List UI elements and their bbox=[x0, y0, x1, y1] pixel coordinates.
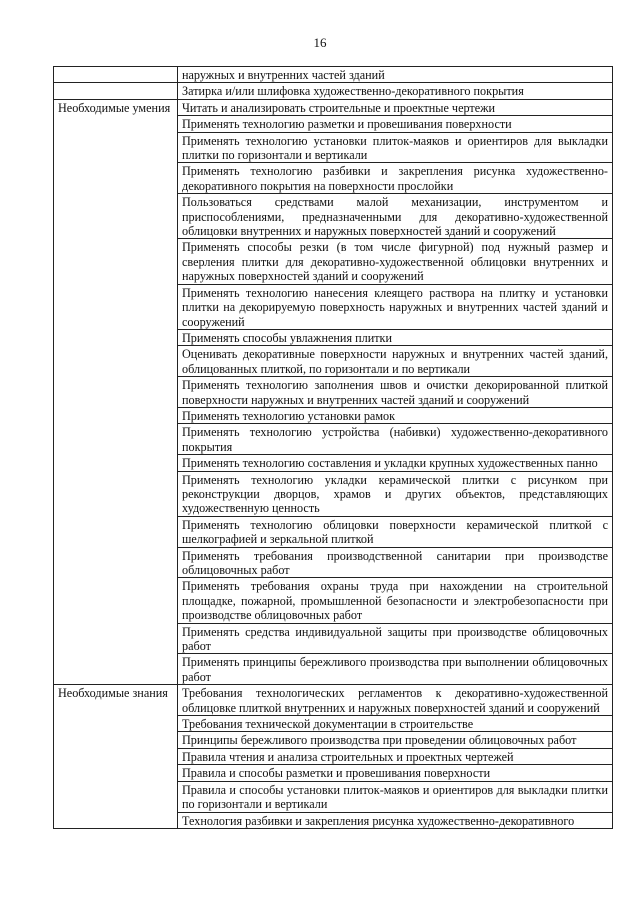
skills-item: Применять принципы бережливого производства при выполнении облицовочных работ bbox=[178, 654, 613, 685]
table-row bbox=[54, 83, 613, 99]
knowledge-item: Технология разбивки и закрепления рисунка художественно-декоративного bbox=[178, 812, 613, 828]
table-row bbox=[54, 685, 613, 716]
skills-item: Пользоваться средствами малой механизации, инструментом и приспособлениями, предназначенными для декоративно-художественной облицовки внутренних и наружных поверхностей зданий и сооружений bbox=[178, 194, 613, 239]
skills-item: Применять требования охраны труда при нахождении на строительной площадке, пожарной, промышленной безопасности и электробезопасности при производстве облицовочных работ bbox=[178, 578, 613, 623]
empty-label-cell bbox=[54, 83, 178, 99]
skills-item: Применять технологию установки плиток-маяков и ориентиров для выкладки плитки по горизонтали и вертикали bbox=[178, 132, 613, 163]
skills-item: Применять технологию нанесения клеящего раствора на плитку и установки плитки на декорируемую поверхность наружных и внутренних частей зданий и сооружений bbox=[178, 284, 613, 329]
skills-item: Применять технологию устройства (набивки) художественно-декоративного покрытия bbox=[178, 424, 613, 455]
table-row bbox=[54, 99, 613, 115]
skills-item: Применять технологию составления и укладки крупных художественных панно bbox=[178, 455, 613, 471]
knowledge-item: Правила и способы установки плиток-маяков и ориентиров для выкладки плитки по горизонтали и вертикали bbox=[178, 781, 613, 812]
skills-item: Применять технологию разметки и провешивания поверхности bbox=[178, 116, 613, 132]
knowledge-item: Правила чтения и анализа строительных и проектных чертежей bbox=[178, 748, 613, 764]
skills-item: Применять средства индивидуальной защиты при производстве облицовочных работ bbox=[178, 623, 613, 654]
skills-item: Применять технологию облицовки поверхности керамической плиткой с шелкографией и зеркальной плиткой bbox=[178, 516, 613, 547]
skills-item: Применять способы увлажнения плитки bbox=[178, 329, 613, 345]
skills-item: Читать и анализировать строительные и проектные чертежи bbox=[178, 99, 613, 115]
knowledge-item: Требования технологических регламентов к декоративно-художественной облицовке плиткой внутренних и наружных поверхностей зданий и сооружений bbox=[178, 685, 613, 716]
table-row bbox=[54, 67, 613, 83]
empty-label-cell bbox=[54, 67, 178, 83]
continued-row-text: Затирка и/или шлифовка художественно-декоративного покрытия bbox=[178, 83, 613, 99]
knowledge-item: Требования технической документации в строительстве bbox=[178, 716, 613, 732]
skills-item: Оценивать декоративные поверхности наружных и внутренних частей зданий, облицованных плиткой, по горизонтали и по вертикали bbox=[178, 346, 613, 377]
continued-row-text: наружных и внутренних частей зданий bbox=[178, 67, 613, 83]
skills-item: Применять способы резки (в том числе фигурной) под нужный размер и сверления плитки для декоративно-художественной облицовки внутренних и наружных поверхностей зданий и сооружений bbox=[178, 239, 613, 284]
skills-item: Применять технологию установки рамок bbox=[178, 407, 613, 423]
page-number: 16 bbox=[313, 35, 327, 50]
skills-item: Применять технологию заполнения швов и очистки декорированной плиткой поверхности наружных и внутренних частей зданий и сооружений bbox=[178, 377, 613, 408]
competency-table bbox=[53, 66, 613, 829]
knowledge-item: Принципы бережливого производства при проведении облицовочных работ bbox=[178, 732, 613, 748]
skills-item: Применять требования производственной санитарии при производстве облицовочных работ bbox=[178, 547, 613, 578]
skills-item: Применять технологию укладки керамической плитки с рисунком при реконструкции дворцов, храмов и других объектов, представляющих художественную ценность bbox=[178, 471, 613, 516]
skills-label: Необходимые умения bbox=[54, 99, 178, 684]
skills-item: Применять технологию разбивки и закрепления рисунка художественно-декоративного покрытия на поверхности прослойки bbox=[178, 163, 613, 194]
knowledge-item: Правила и способы разметки и провешивания поверхности bbox=[178, 765, 613, 781]
knowledge-label: Необходимые знания bbox=[54, 685, 178, 829]
